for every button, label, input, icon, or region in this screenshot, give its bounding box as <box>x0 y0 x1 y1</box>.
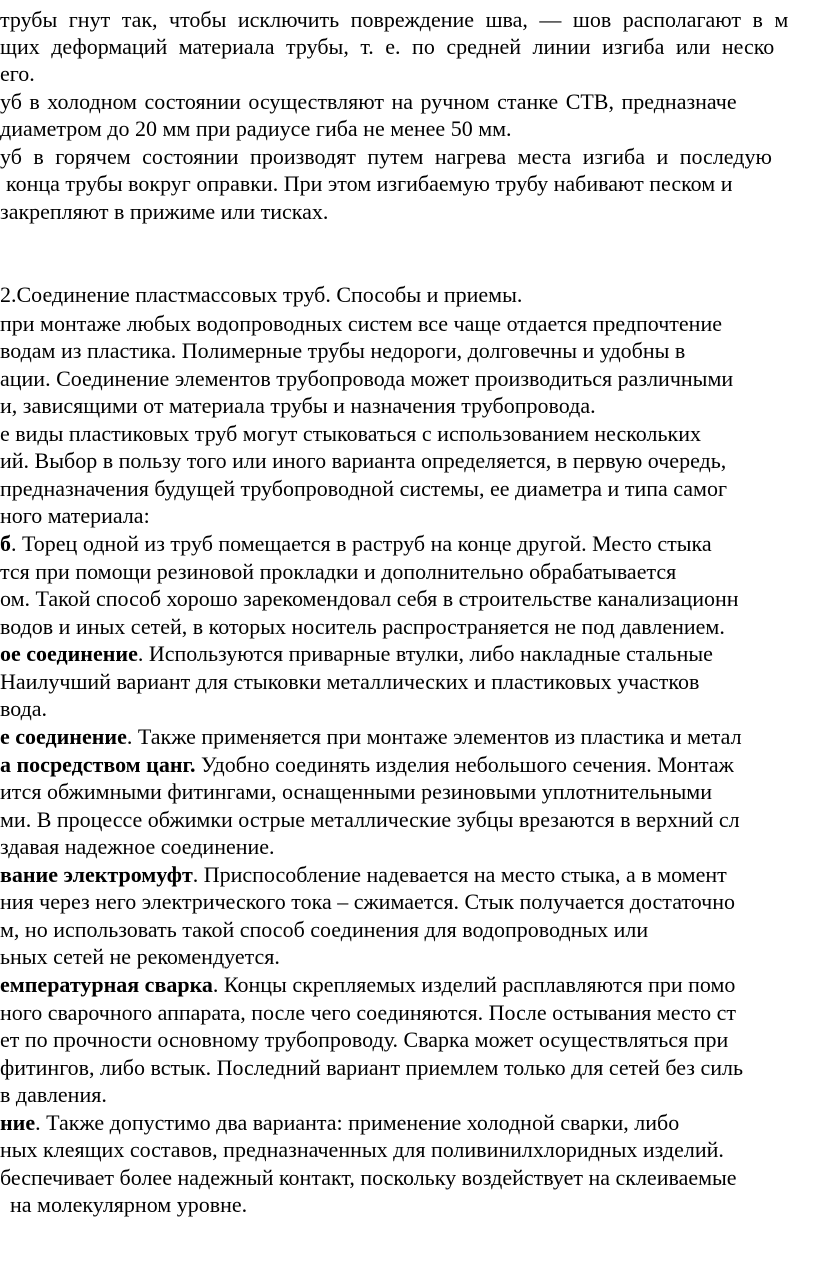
section-heading: 2.Соединение пластмассовых труб. Способы и приемы. <box>0 282 523 307</box>
item-term: а посредством цанг. <box>0 752 196 777</box>
list-item-line: ного сварочного аппарата, после чего соединяются. После остывания место ст <box>0 1000 737 1025</box>
paragraph-line: е виды пластиковых труб могут стыковаться с использованием нескольких <box>0 421 701 446</box>
list-item-line: на молекулярном уровне. <box>10 1192 248 1217</box>
paragraph-line: конца трубы вокруг оправки. При этом изгибаемую трубу набивают песком и <box>6 171 733 196</box>
list-item-first-line <box>0 971 735 998</box>
paragraph-line: предназначения будущей трубопроводной системы, ее диаметра и типа самог <box>0 476 727 501</box>
list-item-line: тся при помощи резиновой прокладки и дополнительно обрабатывается <box>0 559 677 584</box>
item-term: ние <box>0 1110 36 1135</box>
paragraph-line: ий. Выбор в пользу того или иного варианта определяется, в первую очередь, <box>0 448 727 473</box>
item-term: ое соединение <box>0 641 138 666</box>
list-item-line: ится обжимными фитингами, оснащенными резиновыми уплотнительными <box>0 779 712 804</box>
list-item-first-line <box>0 1109 679 1136</box>
list-item-line: вода. <box>0 696 48 721</box>
item-text: . Также допустимо два варианта: применение холодной сварки, либо <box>35 1110 680 1135</box>
list-item-line: Наилучший вариант для стыковки металлических и пластиковых участков <box>0 669 700 694</box>
paragraph-line: ации. Соединение элементов трубопровода может производиться различными <box>0 366 734 391</box>
list-item-first-line <box>0 861 727 888</box>
list-item-line: ом. Такой способ хорошо зарекомендовал себя в строительстве канализационн <box>0 586 739 611</box>
item-text: . Торец одной из труб помещается в раструб на конце другой. Место стыка <box>11 531 712 556</box>
list-item-line: ных клеящих составов, предназначенных для поливинилхлоридных изделий. <box>0 1137 724 1162</box>
item-text: . Концы скрепляемых изделий расплавляются при помо <box>212 972 736 997</box>
list-item-line: фитингов, либо встык. Последний вариант приемлем только для сетей без силь <box>0 1055 743 1080</box>
list-item-line: здавая надежное соединение. <box>0 834 275 859</box>
item-text: . Также применяется при монтаже элементов из пластика и метал <box>126 724 742 749</box>
list-item-line: беспечивает более надежный контакт, поскольку воздействует на склеиваемые <box>0 1165 737 1190</box>
list-item-line: в давления. <box>0 1082 107 1107</box>
list-item-line: ми. В процессе обжимки острые металлические зубцы врезаются в верхний сл <box>0 807 740 832</box>
item-text: Удобно соединять изделия небольшого сечения. Монтаж <box>195 752 734 777</box>
paragraph-line: водам из пластика. Полимерные трубы недороги, долговечны и удобны в <box>0 338 686 363</box>
item-text: . Приспособление надевается на место стыка, а в момент <box>192 862 727 887</box>
paragraph-line: трубы гнут так, чтобы исключить повреждение шва, — шов располагают в м <box>0 7 789 32</box>
item-term: е соединение <box>0 724 127 749</box>
item-text: . Используются приварные втулки, либо накладные стальные <box>137 641 713 666</box>
list-item-first-line <box>0 723 742 750</box>
list-item-line: ет по прочности основному трубопроводу. Сварка может осуществляться при <box>0 1027 729 1052</box>
list-item-first-line <box>0 530 712 557</box>
item-term: вание электромуфт <box>0 862 193 887</box>
paragraph-line: и, зависящими от материала трубы и назначения трубопровода. <box>0 393 596 418</box>
paragraph-line: закрепляют в прижиме или тисках. <box>0 199 329 224</box>
list-item-line: водов и иных сетей, в которых носитель распространяется не под давлением. <box>0 614 725 639</box>
list-item-first-line <box>0 640 713 667</box>
paragraph-line: его. <box>0 61 35 86</box>
paragraph-line: уб в холодном состоянии осуществляют на ручном станке СТВ, предназначе <box>0 89 737 114</box>
paragraph-line: ного материала: <box>0 503 150 528</box>
list-item-line: ния через него электрического тока – сжимается. Стык получается достаточно <box>0 889 735 914</box>
paragraph-line: уб в горячем состоянии производят путем нагрева места изгиба и последую <box>0 144 772 169</box>
item-term: б <box>0 531 11 556</box>
item-term: емпературная сварка <box>0 972 213 997</box>
list-item-line: ьных сетей не рекомендуется. <box>0 944 280 969</box>
list-item-line: м, но использовать такой способ соединения для водопроводных или <box>0 917 649 942</box>
paragraph-line: диаметром до 20 мм при радиусе гиба не менее 50 мм. <box>0 116 512 141</box>
list-item-first-line <box>0 751 734 778</box>
paragraph-line: щих деформаций материала трубы, т. е. по средней линии изгиба или неско <box>0 34 775 59</box>
paragraph-line: при монтаже любых водопроводных систем все чаще отдается предпочтение <box>0 311 722 336</box>
